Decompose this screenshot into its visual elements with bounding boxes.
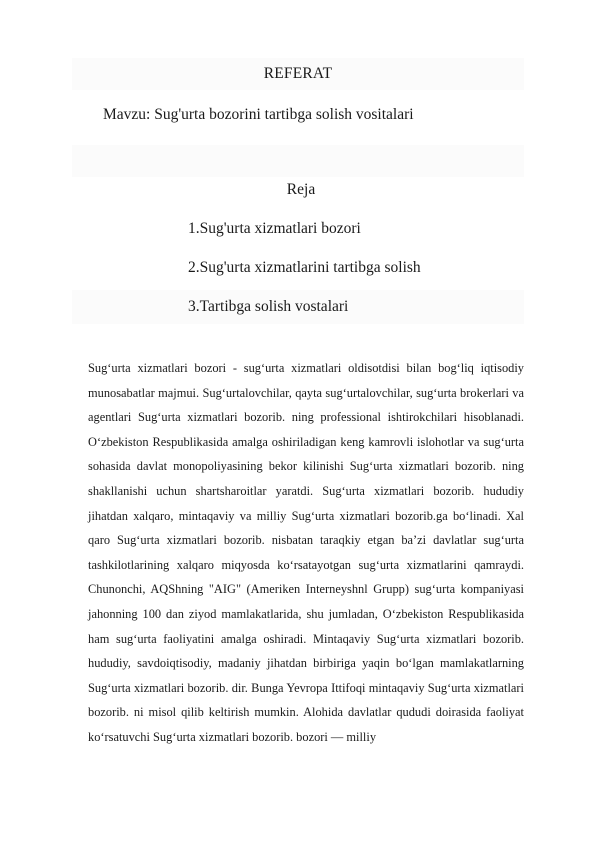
plan-heading: Reja [286,181,316,198]
plan-item: 2.Sug'urta xizmatlarini tartibga solish [188,259,421,276]
body-paragraph: Sug‘urta xizmatlari bozori - sug‘urta xizmatlari oldisotdisi bilan bog‘liq iqtisodiy munosabatlar majmui. Sug‘urtalovchilar, qayta sug‘urtalovchilar, sug‘urta brokerlari va agentlari Sug‘urta xizmatlari bozorib. ning professional ishtirokchilari hisoblanadi. O‘zbekiston Respublikasida amalga oshiriladigan keng kamrovli islohotlar va sug‘urta sohasida davlat monopoliyasining bekor kilinishi Sug‘urta xizmatlari bozorib. ning shakllanishi uchun shartsharoitlar yaratdi. Sug‘urta xizmatlari bozorib. hududiy jihatdan xalqaro, mintaqaviy va milliy Sug‘urta xizmatlari bozorib.ga bo‘linadi. Xal qaro Sug‘urta xizmatlari bozorib. nisbatan taraqkiy etgan ba’zi davlatlar sug‘urta tashkilotlarining xalqaro miqyosda ko‘rsatayotgan sug‘urta xizmatlarini qamraydi. Chunonchi, AQShning "AIG" (Ameriken Interneyshnl Grupp) sug‘urta kompaniyasi jahonning 100 dan ziyod mamlakatlarida, shu jumladan, O‘zbekiston Respublikasida ham sug‘urta faoliyatini amalga oshiradi. Mintaqaviy Sug‘urta xizmatlari bozorib. hududiy, savdoiqtisodiy, madaniy jihatdan birbiriga yaqin bo‘lgan mamlakatlarning Sug‘urta xizmatlari bozorib. dir. Bunga Yevropa Ittifoqi mintaqaviy Sug‘urta xizmatlari bozorib. ni misol qilib keltirish mumkin. Alohida davlatlar qududi doirasida faoliyat ko‘rsatuvchi Sug‘urta xizmatlari bozorib. bozori — milliy [88,361,524,744]
background-band [72,145,524,177]
plan-item: 1.Sug'urta xizmatlari bozori [188,220,361,237]
document-title: REFERAT [263,65,333,82]
plan-item: 3.Tartibga solish vostalari [188,298,349,315]
document-subject: Mavzu: Sug'urta bozorini tartibga solish vositalari [103,106,414,123]
